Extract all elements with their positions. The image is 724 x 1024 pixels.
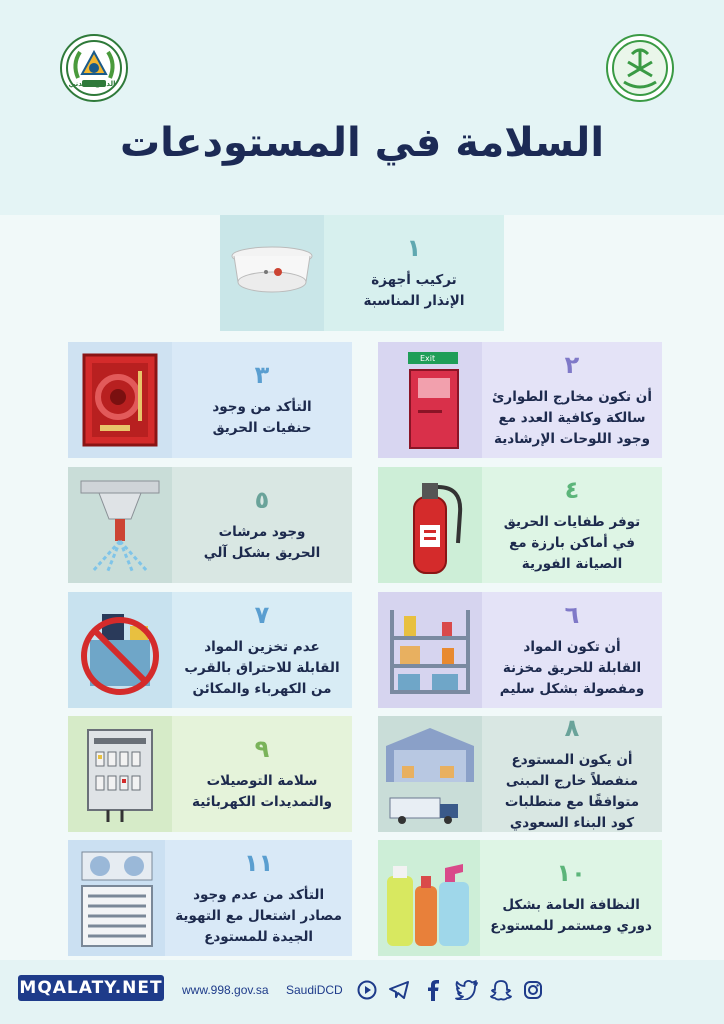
card-4-text — [482, 467, 662, 583]
card-11-line-2: مصادر اشتعال مع التهوية — [175, 907, 342, 924]
card-4-line-1: توفر طفايات الحريق — [503, 513, 641, 530]
card-10-number: ١٠ — [556, 859, 586, 887]
card-7-text — [172, 592, 352, 708]
card-9-text — [172, 716, 352, 832]
telegram-icon[interactable] — [388, 979, 410, 1001]
card-7-line-1: عدم تخزين المواد — [204, 638, 320, 655]
website-link[interactable]: www.998.gov.sa — [182, 983, 269, 997]
card-5-line-2: الحريق بشكل آلي — [203, 545, 321, 561]
card-5 — [68, 467, 352, 583]
card-4-number: ٤ — [564, 475, 580, 504]
card-3-text — [172, 342, 352, 458]
facebook-icon[interactable] — [422, 979, 444, 1001]
card-8 — [378, 716, 662, 832]
card-9-line-1: سلامة التوصيلات — [206, 773, 318, 789]
card-2-line-2: سالكة وكافية العدد مع — [498, 409, 646, 426]
exit-sign-text: Exit — [420, 354, 436, 363]
card-6-line-3: ومفصولة بشكل سليم — [499, 680, 645, 697]
card-9-line-2: والتمديدات الكهربائية — [192, 794, 332, 810]
card-8-text — [482, 716, 662, 832]
cleaning-bottles-icon — [378, 840, 480, 956]
card-11-line-3: الجيدة للمستودع — [204, 928, 314, 945]
card-11-line-1: التأكد من عدم وجود — [193, 886, 325, 903]
snapchat-icon[interactable] — [490, 979, 512, 1001]
storage-shelves-icon — [378, 592, 482, 708]
no-storage-near-electricity-icon — [68, 592, 172, 708]
card-6-line-1: أن تكون المواد — [523, 638, 621, 655]
card-11 — [68, 840, 352, 956]
instagram-icon[interactable] — [522, 979, 544, 1001]
card-4-line-2: في أماكن بارزة مع — [509, 534, 635, 551]
twitter-icon[interactable] — [454, 979, 480, 1001]
card-6 — [378, 592, 662, 708]
card-4-line-3: الصيانة الفورية — [521, 555, 623, 572]
brand-logo[interactable]: MQALATY.NET — [18, 975, 164, 1001]
card-2-number: ٢ — [564, 350, 580, 379]
card-8-line-2: منفصلاً خارج المبنى — [505, 773, 639, 789]
fire-extinguisher-icon — [378, 467, 482, 583]
card-3-number: ٣ — [254, 361, 270, 389]
warehouse-icon — [378, 716, 482, 832]
ministry-emblem-icon — [606, 34, 674, 102]
card-4 — [378, 467, 662, 583]
card-7-number: ٧ — [254, 600, 270, 629]
card-10 — [378, 840, 662, 956]
card-1-number: ١ — [406, 234, 422, 262]
card-8-line-3: متوافقًا مع متطلبات — [504, 794, 640, 810]
card-3 — [68, 342, 352, 458]
card-11-number: ١١ — [243, 848, 274, 877]
card-7 — [68, 592, 352, 708]
card-8-line-4: كود البناء السعودي — [509, 815, 635, 831]
card-1-line-1: تركيب أجهزة — [371, 272, 457, 288]
card-8-number: ٨ — [564, 714, 580, 742]
electrical-panel-icon — [68, 716, 172, 832]
youtube-icon[interactable] — [356, 979, 378, 1001]
card-10-line-2: دوري ومستمر للمستودع — [490, 918, 652, 934]
card-5-text — [172, 467, 352, 583]
card-1 — [220, 215, 504, 331]
card-1-text — [324, 215, 504, 331]
card-5-number: ٥ — [254, 486, 270, 514]
card-6-text — [482, 592, 662, 708]
card-1-line-2: الإنذار المناسبة — [363, 293, 465, 309]
card-8-line-1: أن يكون المستودع — [511, 752, 633, 768]
header-background — [0, 0, 724, 215]
card-5-line-1: وجود مرشات — [218, 524, 306, 540]
card-6-line-2: القابلة للحريق مخزنة — [502, 659, 642, 676]
card-7-line-2: القابلة للاحتراق بالقرب — [184, 659, 340, 676]
fire-hose-cabinet-icon — [68, 342, 172, 458]
card-2 — [378, 342, 662, 458]
smoke-detector-icon — [220, 215, 324, 331]
social-handle: SaudiDCD — [286, 983, 343, 997]
fire-sprinkler-icon — [68, 467, 172, 583]
ventilation-unit-icon — [68, 840, 165, 956]
card-3-line-1: التأكد من وجود — [212, 399, 312, 415]
card-10-text — [480, 840, 662, 956]
card-7-line-3: من الكهرباء والمكائن — [192, 680, 332, 697]
civil-defense-emblem-icon — [60, 34, 128, 102]
card-9 — [68, 716, 352, 832]
card-3-line-2: حنفيات الحريق — [212, 420, 312, 436]
card-10-line-1: النظافة العامة بشكل — [502, 897, 640, 913]
card-2-line-1: أن تكون مخارج الطوارئ — [492, 388, 652, 405]
card-6-number: ٦ — [564, 600, 580, 629]
card-2-text — [482, 342, 662, 458]
emergency-exit-door-icon — [378, 342, 482, 458]
civil-defense-emblem-label: الدفاع المدني — [68, 80, 116, 88]
card-2-line-3: وجود اللوحات الإرشادية — [494, 430, 650, 447]
page-title: السلامة في المستودعات — [119, 120, 605, 166]
card-11-text — [165, 840, 352, 956]
card-9-number: ٩ — [254, 735, 270, 763]
